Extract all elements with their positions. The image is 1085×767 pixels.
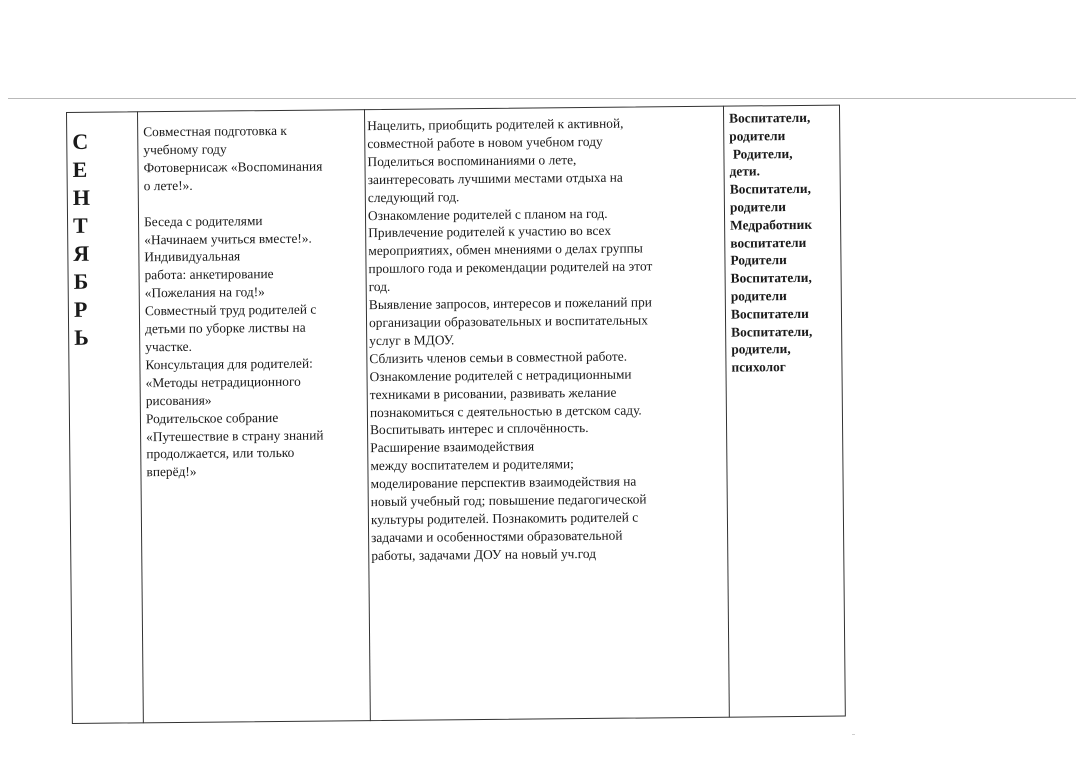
goal-line: Нацелить, приобщить родителей к активной,: [367, 115, 624, 134]
responsible-line: Родители: [730, 252, 787, 269]
responsible-line: психолог: [731, 359, 786, 375]
goal-line: техниками в рисовании, развивать желание: [369, 384, 617, 402]
responsible-cell: [723, 105, 843, 377]
responsible-line: родители,: [731, 341, 791, 357]
goal-line: Расширение взаимодействия: [370, 438, 535, 456]
goal-line: работы, задачами ДОУ на новый уч.год: [371, 545, 597, 563]
plan-table: [66, 105, 846, 724]
event-line: работа: анкетирование: [144, 266, 274, 283]
event-line: о лете!».: [143, 177, 193, 193]
events-cell: [137, 109, 368, 481]
month-letter: Ь: [74, 324, 89, 350]
responsible-line: Воспитатели,: [730, 270, 812, 286]
month-cell: [66, 111, 139, 352]
responsible-line: дети.: [729, 163, 761, 180]
event-line: учебному году: [143, 141, 227, 158]
goals-cell: [364, 106, 727, 565]
goal-line: моделирование перспектив взаимодействия на: [370, 473, 637, 492]
goal-line: Воспитывать интерес и сплочённость.: [369, 420, 589, 438]
goal-line: Поделиться воспоминаниями о лете,: [367, 151, 577, 169]
goal-line: Привлечение родителей к участию во всех: [368, 223, 612, 241]
responsible-line: Воспитатели,: [731, 323, 813, 340]
goal-line: новый учебный год; повышение педагогической: [370, 491, 647, 510]
goal-line: Ознакомление родителей с нетрадиционными: [369, 366, 632, 384]
responsible-line: Родители,: [729, 145, 793, 162]
month-letter: Я: [73, 240, 90, 266]
month-letter: Т: [72, 212, 88, 238]
goal-line: следующий год.: [367, 188, 460, 205]
goal-line: Ознакомление родителей с планом на год.: [367, 205, 608, 223]
event-line: Родительское собрание: [145, 409, 279, 426]
event-line: «Путешествие в страну знаний: [146, 427, 324, 444]
event-line: рисования»: [145, 392, 212, 408]
month-letter: Е: [72, 156, 88, 182]
responsible-line: родители: [729, 199, 787, 215]
event-line: участке.: [145, 338, 192, 355]
event-line: Беседа с родителями: [143, 212, 263, 229]
event-line: вперёд!»: [146, 464, 197, 480]
responsible-line: родители: [730, 288, 787, 304]
goal-line: задачами и особенностями образовательной: [371, 527, 623, 545]
goal-line: Выявление запросов, интересов и пожеланий при: [368, 294, 652, 313]
page-top-rule: [8, 98, 1076, 99]
goal-line: Сблизить членов семьи в совместной работе.: [369, 348, 628, 366]
event-line: Совместный труд родителей с: [144, 301, 317, 319]
responsible-line: Воспитатели,: [729, 181, 812, 197]
month-letter: Н: [72, 184, 91, 210]
event-line: «Методы нетрадиционного: [145, 373, 301, 391]
event-line: «Начинаем учиться вместе!».: [144, 230, 312, 247]
responsible-line: Воспитатели,: [729, 109, 811, 126]
event-line: Индивидуальная: [144, 248, 241, 265]
month-letter: С: [72, 128, 89, 154]
goal-line: культуры родителей. Познакомить родителей с: [370, 509, 639, 528]
responsible-line: Воспитатели: [730, 305, 809, 322]
goal-line: познакомиться с деятельностью в детском саду.: [369, 401, 642, 420]
goal-line: услуг в МДОУ.: [369, 332, 455, 348]
paragraph-gap: [144, 193, 359, 213]
responsible-line: воспитатели: [730, 234, 807, 251]
goal-line: между воспитателем и родителями;: [370, 456, 574, 474]
goal-line: заинтересовать лучшими местами отдыха на: [367, 169, 623, 187]
event-line: Консультация для родителей:: [145, 355, 313, 373]
event-line: Совместная подготовка к: [143, 122, 287, 140]
scan-speck: [852, 734, 855, 735]
event-line: продолжается, или только: [146, 445, 295, 462]
responsible-line: родители: [729, 127, 786, 144]
month-letter: Б: [73, 268, 89, 294]
goal-line: организации образовательных и воспитательных: [368, 312, 649, 331]
responsible-line: Медработник: [730, 216, 813, 233]
goal-line: мероприятиях, обмен мнениями о делах группы: [368, 240, 643, 259]
goal-line: совместной работе в новом учебном году: [367, 133, 603, 152]
event-line: «Пожелания на год!»: [144, 284, 265, 301]
month-letter: Р: [73, 296, 88, 322]
event-line: детьми по уборке листвы на: [145, 319, 306, 337]
goal-line: год.: [368, 279, 391, 295]
goal-line: прошлого года и рекомендации родителей на этот: [368, 258, 653, 277]
event-line: Фотовернисаж «Воспоминания: [143, 158, 323, 176]
